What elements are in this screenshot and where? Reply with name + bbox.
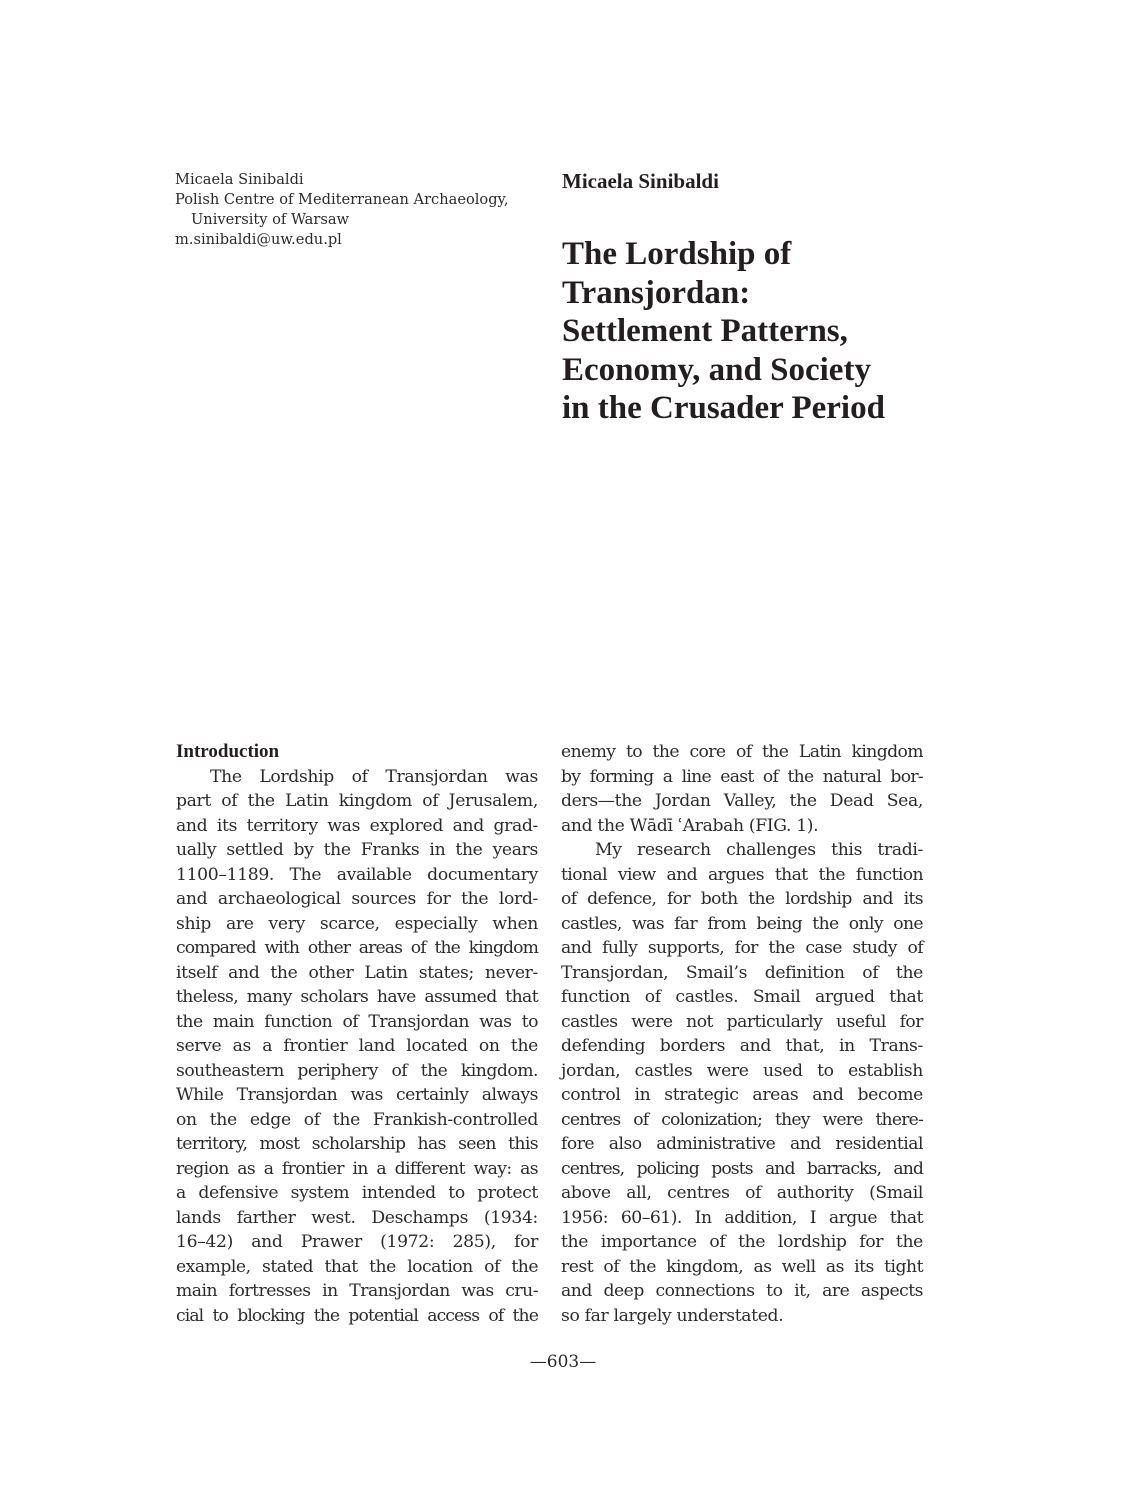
title-line: Economy, and Society bbox=[562, 351, 871, 388]
body-line: and deep connections to it, are aspects bbox=[561, 1281, 923, 1301]
title-line: Settlement Patterns, bbox=[562, 313, 848, 349]
article-author: Micaela Sinibaldi bbox=[562, 169, 719, 193]
body-line: tional view and argues that the function bbox=[561, 864, 923, 885]
body-line: compared with other areas of the kingdom bbox=[176, 938, 538, 958]
affiliation-author-name: Micaela Sinibaldi bbox=[175, 171, 304, 188]
body-line: on the edge of the Frankish-controlled bbox=[176, 1109, 538, 1130]
article-title bbox=[562, 235, 885, 428]
body-line: lands farther west. Deschamps (1934: bbox=[176, 1207, 538, 1228]
body-line: While Transjordan was certainly always bbox=[176, 1085, 538, 1105]
body-line: ually settled by the Franks in the years bbox=[176, 840, 538, 860]
body-line: ders—the Jordan Valley, the Dead Sea, bbox=[561, 791, 923, 811]
author-email: m.sinibaldi@uw.edu.pl bbox=[175, 231, 342, 248]
body-line: centres, policing posts and barracks, and bbox=[561, 1158, 923, 1179]
body-line: jordan, castles were used to establish bbox=[561, 1060, 923, 1081]
body-line: castles, was far from being the only one bbox=[561, 913, 923, 934]
affiliation-institution: Polish Centre of Mediterranean Archaeology, bbox=[175, 191, 509, 208]
body-line: and its territory was explored and grad- bbox=[176, 815, 538, 836]
body-column-left bbox=[176, 740, 538, 1328]
body-line: a defensive system intended to protect bbox=[176, 1183, 538, 1203]
body-line: theless, many scholars have assumed that bbox=[176, 987, 538, 1007]
body-line: ship are very scarce, especially when bbox=[176, 913, 538, 934]
body-line: and fully supports, for the case study of bbox=[561, 938, 923, 958]
body-line: defending borders and that, in Trans- bbox=[561, 1036, 923, 1056]
title-line: in the Crusader Period bbox=[562, 390, 885, 426]
page-number: —603— bbox=[529, 1352, 597, 1372]
body-line: by forming a line east of the natural bor- bbox=[561, 766, 923, 787]
body-line: of defence, for both the lordship and its bbox=[561, 889, 923, 909]
body-line: above all, centres of authority (Smail bbox=[561, 1183, 923, 1203]
body-line: control in strategic areas and become bbox=[561, 1085, 923, 1105]
body-line: 1100–1189. The available documentary bbox=[176, 864, 538, 885]
body-line: 16–42) and Prawer (1972: 285), for bbox=[176, 1232, 538, 1252]
body-line: territory, most scholarship has seen this bbox=[176, 1134, 538, 1154]
body-line: centres of colonization; they were there- bbox=[561, 1109, 923, 1130]
body-line: and archaeological sources for the lord- bbox=[176, 889, 538, 909]
body-line: My research challenges this tradi- bbox=[595, 840, 923, 860]
body-line: function of castles. Smail argued that bbox=[561, 987, 923, 1007]
body-line: example, stated that the location of the bbox=[176, 1256, 538, 1277]
author-affiliation-block bbox=[175, 170, 509, 250]
affiliation-university: University of Warsaw bbox=[191, 211, 350, 228]
body-line: the main function of Transjordan was to bbox=[176, 1011, 538, 1032]
body-line: cial to blocking the potential access of the bbox=[176, 1305, 538, 1326]
body-line: The Lordship of Transjordan was bbox=[210, 766, 538, 787]
body-line: the importance of the lordship for the bbox=[561, 1232, 923, 1252]
body-line: Transjordan, Smail’s definition of the bbox=[561, 962, 923, 983]
body-line: 1956: 60–61). In addition, I argue that bbox=[561, 1207, 923, 1228]
body-line: itself and the other Latin states; never- bbox=[176, 962, 538, 983]
title-line: Transjordan: bbox=[562, 274, 751, 311]
body-line: so far largely understated. bbox=[561, 1305, 784, 1326]
body-line: part of the Latin kingdom of Jerusalem, bbox=[176, 791, 538, 811]
body-line: region as a frontier in a different way: as bbox=[176, 1158, 538, 1179]
body-line: main fortresses in Transjordan was cru- bbox=[176, 1281, 538, 1301]
body-line: serve as a frontier land located on the bbox=[176, 1036, 538, 1056]
section-heading-introduction: Introduction bbox=[176, 741, 280, 762]
body-column-right bbox=[561, 740, 923, 1328]
body-line: castles were not particularly useful for bbox=[561, 1011, 923, 1032]
body-line: southeastern periphery of the kingdom. bbox=[176, 1060, 538, 1081]
title-line: The Lordship of bbox=[562, 236, 792, 272]
body-line: enemy to the core of the Latin kingdom bbox=[561, 742, 923, 762]
body-line: rest of the kingdom, as well as its tight bbox=[561, 1256, 923, 1277]
body-line: fore also administrative and residential bbox=[561, 1134, 923, 1154]
body-line: and the Wādī ʿArabah (FIG. 1). bbox=[561, 815, 819, 836]
